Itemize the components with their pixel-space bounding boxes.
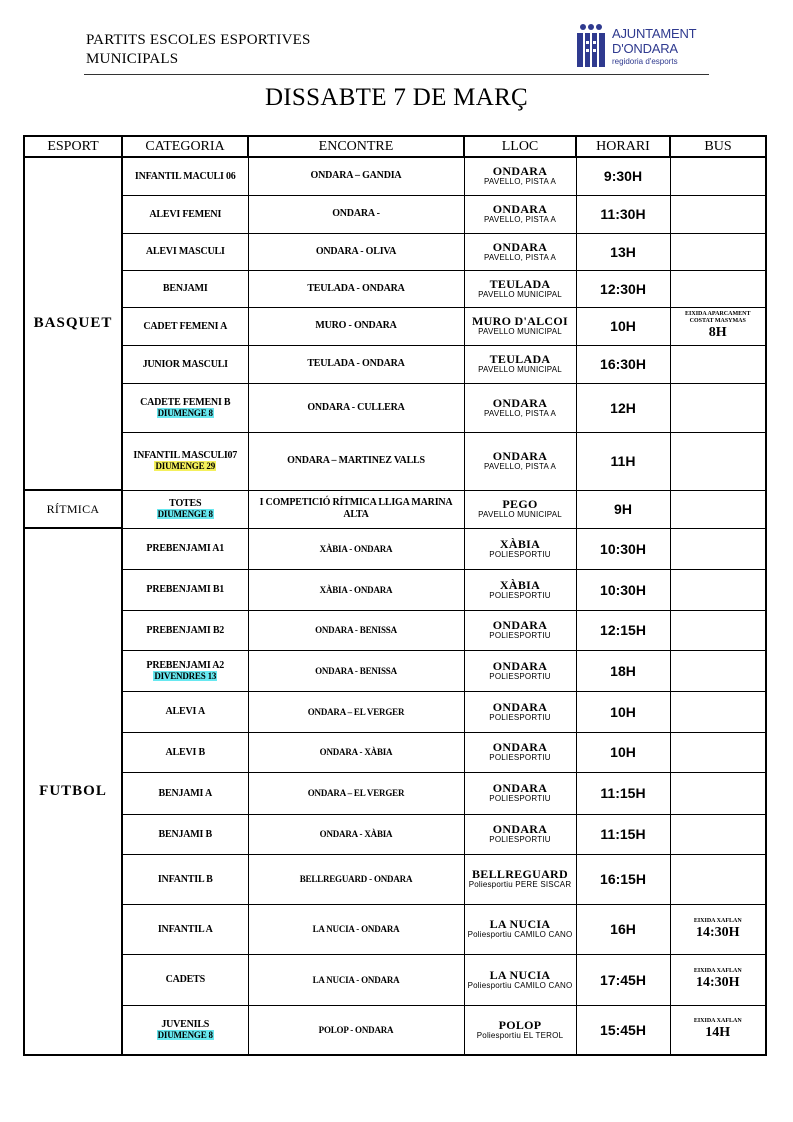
time-cell: 11:15H bbox=[576, 814, 670, 854]
venue-cell bbox=[464, 610, 576, 650]
table-row bbox=[24, 814, 766, 854]
time-cell: 16:15H bbox=[576, 854, 670, 904]
category-cell bbox=[122, 954, 248, 1005]
category-name: PREBENJAMI B2 bbox=[146, 624, 225, 636]
match-cell: ONDARA – MARTINEZ VALLS bbox=[248, 432, 464, 490]
match-cell: BELLREGUARD - ONDARA bbox=[248, 854, 464, 904]
venue-cell bbox=[464, 569, 576, 610]
sport-cell-ritmica: RÍTMICA bbox=[24, 490, 122, 528]
venue-name: ONDARA bbox=[492, 449, 548, 463]
match-cell: XÀBIA - ONDARA bbox=[248, 569, 464, 610]
venue-detail: POLIESPORTIU bbox=[489, 712, 551, 722]
venue-cell bbox=[464, 307, 576, 345]
venue-cell bbox=[464, 195, 576, 233]
match-cell: ONDARA – GANDIA bbox=[248, 157, 464, 195]
time-cell: 11H bbox=[576, 432, 670, 490]
time-cell: 17:45H bbox=[576, 954, 670, 1005]
category-name: INFANTIL MASCULI07 bbox=[133, 450, 238, 461]
bus-cell bbox=[670, 904, 766, 954]
venue-detail: PAVELLO, PISTA A bbox=[483, 177, 557, 187]
match-cell: ONDARA - XÀBIA bbox=[248, 814, 464, 854]
venue-detail: PAVELLO MUNICIPAL bbox=[478, 365, 562, 374]
category-cell bbox=[122, 1005, 248, 1055]
category-cell bbox=[122, 854, 248, 904]
bus-cell bbox=[670, 490, 766, 528]
match-cell: I COMPETICIÓ RÍTMICA LLIGA MARINA ALTA bbox=[248, 490, 464, 528]
venue-detail: Poliesportiu CAMILO CANO bbox=[467, 930, 573, 939]
page-title: DISSABTE 7 DE MARÇ bbox=[264, 84, 529, 111]
bus-departure-note: EIXIDA XAFLAN bbox=[693, 1018, 742, 1025]
venue-detail: PAVELLO MUNICIPAL bbox=[478, 289, 562, 299]
bus-departure-time: 14H bbox=[705, 1025, 731, 1041]
venue-name: ONDARA bbox=[492, 618, 548, 632]
venue-detail: PAVELLO MUNICIPAL bbox=[478, 327, 562, 336]
time-cell: 10H bbox=[576, 691, 670, 732]
venue-name: XÀBIA bbox=[499, 536, 541, 551]
venue-name: ONDARA bbox=[492, 740, 548, 754]
category-name: ALEVI B bbox=[165, 746, 205, 758]
table-row bbox=[24, 854, 766, 904]
header-divider bbox=[84, 74, 709, 75]
category-cell bbox=[122, 904, 248, 954]
date-note-badge: DIUMENGE 8 bbox=[157, 407, 213, 418]
category-name: PREBENJAMI B1 bbox=[146, 584, 225, 595]
table-row bbox=[24, 1005, 766, 1055]
table-row bbox=[24, 610, 766, 650]
category-name: INFANTIL A bbox=[157, 923, 213, 935]
match-cell: ONDARA - BENISSA bbox=[248, 610, 464, 650]
document-title-line1: PARTITS ESCOLES ESPORTIVES bbox=[86, 32, 311, 48]
venue-name: ONDARA bbox=[492, 781, 548, 795]
match-cell: ONDARA - XÀBIA bbox=[248, 732, 464, 772]
time-cell: 16H bbox=[576, 904, 670, 954]
category-cell bbox=[122, 383, 248, 432]
document-header bbox=[86, 31, 311, 69]
time-cell: 16:30H bbox=[576, 345, 670, 383]
date-note-badge: DIUMENGE 29 bbox=[155, 461, 216, 471]
venue-detail: PAVELLO, PISTA A bbox=[483, 408, 557, 418]
column-header-lloc: LLOC bbox=[464, 136, 576, 157]
date-note-badge: DIVENDRES 13 bbox=[154, 670, 217, 681]
category-cell bbox=[122, 610, 248, 650]
time-cell: 12:30H bbox=[576, 270, 670, 307]
category-name: CADET FEMENI A bbox=[143, 320, 228, 332]
venue-detail: POLIESPORTIU bbox=[489, 590, 551, 600]
column-header-categoria: CATEGORIA bbox=[122, 136, 248, 157]
match-cell: POLOP - ONDARA bbox=[248, 1005, 464, 1055]
venue-detail: POLIESPORTIU bbox=[489, 753, 551, 762]
category-cell bbox=[122, 307, 248, 345]
category-name: INFANTIL MACULI 06 bbox=[134, 170, 236, 182]
venue-name: TEULADA bbox=[489, 276, 551, 291]
bus-cell bbox=[670, 233, 766, 270]
time-cell: 11:15H bbox=[576, 772, 670, 814]
table-row bbox=[24, 650, 766, 691]
bus-departure-note: EIXIDA APARCAMENT COSTAT MASYMAS bbox=[685, 311, 751, 324]
venue-name: ONDARA bbox=[492, 164, 548, 179]
venue-cell bbox=[464, 650, 576, 691]
venue-detail: POLIESPORTIU bbox=[489, 631, 551, 640]
bus-cell bbox=[670, 432, 766, 490]
bus-cell bbox=[670, 195, 766, 233]
time-cell: 9:30H bbox=[576, 157, 670, 195]
table-row bbox=[24, 432, 766, 490]
category-cell bbox=[122, 195, 248, 233]
venue-cell bbox=[464, 814, 576, 854]
time-cell: 10:30H bbox=[576, 528, 670, 569]
venue-detail: POLIESPORTIU bbox=[489, 835, 551, 844]
time-cell: 18H bbox=[576, 650, 670, 691]
category-name: CADETE FEMENI B bbox=[140, 396, 231, 408]
category-cell bbox=[122, 772, 248, 814]
column-header-encontre: ENCONTRE bbox=[248, 136, 464, 157]
category-cell bbox=[122, 569, 248, 610]
time-cell: 11:30H bbox=[576, 195, 670, 233]
venue-cell bbox=[464, 904, 576, 954]
bus-cell bbox=[670, 650, 766, 691]
sport-cell-basquet: BASQUET bbox=[24, 157, 122, 490]
time-cell: 12H bbox=[576, 383, 670, 432]
venue-detail: POLIESPORTIU bbox=[489, 549, 551, 559]
match-cell: MURO - ONDARA bbox=[248, 307, 464, 345]
venue-detail: Poliesportiu CAMILO CANO bbox=[467, 980, 573, 990]
bus-cell bbox=[670, 345, 766, 383]
table-row bbox=[24, 691, 766, 732]
venue-name: BELLREGUARD bbox=[472, 867, 568, 881]
town-hall-emblem-icon bbox=[574, 23, 608, 69]
category-name: BENJAMI bbox=[162, 283, 208, 294]
category-cell bbox=[122, 814, 248, 854]
bus-departure-time: 8H bbox=[708, 325, 727, 340]
logo-line2: D'ONDARA bbox=[612, 41, 678, 56]
venue-detail: Poliesportiu EL TEROL bbox=[476, 1030, 564, 1040]
category-cell bbox=[122, 490, 248, 528]
match-cell: XÀBIA - ONDARA bbox=[248, 528, 464, 569]
table-row bbox=[24, 270, 766, 307]
match-cell: ONDARA – EL VERGER bbox=[248, 772, 464, 814]
category-name: JUNIOR MASCULI bbox=[142, 358, 228, 370]
venue-name: TEULADA bbox=[489, 352, 551, 366]
ajuntament-logo bbox=[574, 21, 724, 71]
bus-cell bbox=[670, 270, 766, 307]
table-row bbox=[24, 307, 766, 345]
venue-cell bbox=[464, 854, 576, 904]
venue-cell bbox=[464, 383, 576, 432]
bus-cell bbox=[670, 1005, 766, 1055]
match-cell: ONDARA - OLIVA bbox=[248, 233, 464, 270]
time-cell: 10H bbox=[576, 307, 670, 345]
bus-cell bbox=[670, 528, 766, 569]
bus-departure-note: EIXIDA XAFLAN bbox=[693, 917, 742, 924]
category-name: ALEVI MASCULI bbox=[145, 246, 225, 257]
venue-name: ONDARA bbox=[492, 395, 548, 410]
category-cell bbox=[122, 732, 248, 772]
match-cell: TEULADA - ONDARA bbox=[248, 270, 464, 307]
bus-departure-time: 14:30H bbox=[695, 924, 740, 940]
match-cell: ONDARA - bbox=[248, 195, 464, 233]
time-cell: 12:15H bbox=[576, 610, 670, 650]
bus-cell bbox=[670, 157, 766, 195]
venue-cell bbox=[464, 954, 576, 1005]
venue-cell bbox=[464, 490, 576, 528]
venue-detail: PAVELLO MUNICIPAL bbox=[478, 510, 562, 519]
venue-name: MURO D'ALCOI bbox=[472, 314, 568, 328]
category-cell bbox=[122, 157, 248, 195]
table-row bbox=[24, 732, 766, 772]
match-cell: LA NUCIA - ONDARA bbox=[248, 954, 464, 1005]
category-name: PREBENJAMI A1 bbox=[146, 543, 225, 554]
category-name: CADETS bbox=[165, 974, 205, 985]
venue-detail: Poliesportiu PERE SISCAR bbox=[468, 880, 572, 889]
table-row bbox=[24, 490, 766, 528]
venue-name: LA NUCIA bbox=[489, 917, 551, 931]
bus-cell bbox=[670, 732, 766, 772]
table-row bbox=[24, 569, 766, 610]
venue-cell bbox=[464, 732, 576, 772]
sport-cell-futbol: FUTBOL bbox=[24, 528, 122, 1055]
category-name: JUVENILS bbox=[161, 1018, 210, 1030]
venue-cell bbox=[464, 432, 576, 490]
venue-detail: PAVELLO, PISTA A bbox=[483, 252, 557, 262]
category-cell bbox=[122, 345, 248, 383]
time-cell: 9H bbox=[576, 490, 670, 528]
venue-cell bbox=[464, 772, 576, 814]
category-cell bbox=[122, 270, 248, 307]
table-row bbox=[24, 233, 766, 270]
match-cell: ONDARA - CULLERA bbox=[248, 383, 464, 432]
category-name: INFANTIL B bbox=[157, 873, 213, 885]
venue-cell bbox=[464, 345, 576, 383]
category-name: BENJAMI A bbox=[158, 787, 212, 799]
venue-name: ONDARA bbox=[492, 822, 548, 836]
logo-line1: AJUNTAMENT bbox=[612, 26, 697, 41]
venue-name: XÀBIA bbox=[499, 577, 541, 592]
venue-cell bbox=[464, 233, 576, 270]
category-cell bbox=[122, 650, 248, 691]
category-cell bbox=[122, 432, 248, 490]
table-row bbox=[24, 954, 766, 1005]
time-cell: 15:45H bbox=[576, 1005, 670, 1055]
venue-cell bbox=[464, 1005, 576, 1055]
category-cell bbox=[122, 691, 248, 732]
date-note-badge: DIUMENGE 8 bbox=[157, 509, 213, 519]
venue-detail: POLIESPORTIU bbox=[489, 671, 551, 681]
table-row bbox=[24, 345, 766, 383]
time-cell: 10H bbox=[576, 732, 670, 772]
venue-name: ONDARA bbox=[492, 658, 548, 673]
venue-detail: PAVELLO, PISTA A bbox=[483, 215, 557, 224]
table-row bbox=[24, 904, 766, 954]
venue-name: ONDARA bbox=[492, 202, 548, 216]
match-cell: TEULADA - ONDARA bbox=[248, 345, 464, 383]
table-row bbox=[24, 157, 766, 195]
column-header-esport: ESPORT bbox=[24, 136, 122, 157]
venue-name: POLOP bbox=[498, 1017, 542, 1032]
time-cell: 13H bbox=[576, 233, 670, 270]
bus-cell bbox=[670, 383, 766, 432]
venue-name: ONDARA bbox=[492, 239, 548, 254]
category-name: PREBENJAMI A2 bbox=[146, 659, 225, 671]
table-row bbox=[24, 528, 766, 569]
bus-cell bbox=[670, 954, 766, 1005]
bus-cell bbox=[670, 691, 766, 732]
schedule-table bbox=[23, 135, 767, 1056]
time-cell: 10:30H bbox=[576, 569, 670, 610]
match-cell: ONDARA – EL VERGER bbox=[248, 691, 464, 732]
category-cell bbox=[122, 528, 248, 569]
category-name: ALEVI FEMENI bbox=[149, 208, 222, 220]
category-name: ALEVI A bbox=[165, 706, 205, 717]
venue-detail: PAVELLO, PISTA A bbox=[483, 462, 557, 471]
logo-line3: regidoria d'esports bbox=[612, 57, 678, 66]
match-cell: ONDARA - BENISSA bbox=[248, 650, 464, 691]
table-row bbox=[24, 772, 766, 814]
venue-name: PEGO bbox=[502, 497, 538, 511]
venue-cell bbox=[464, 157, 576, 195]
table-row bbox=[24, 383, 766, 432]
bus-cell bbox=[670, 569, 766, 610]
date-note-badge: DIUMENGE 8 bbox=[157, 1029, 213, 1040]
category-name: TOTES bbox=[169, 498, 202, 509]
venue-detail: POLIESPORTIU bbox=[489, 794, 551, 803]
table-header-row bbox=[24, 136, 766, 157]
column-header-horari: HORARI bbox=[576, 136, 670, 157]
document-title-line2: MUNICIPALS bbox=[86, 51, 179, 67]
venue-cell bbox=[464, 270, 576, 307]
bus-departure-note: EIXIDA XAFLAN bbox=[693, 968, 742, 974]
venue-cell bbox=[464, 691, 576, 732]
column-header-bus: BUS bbox=[670, 136, 766, 157]
category-cell bbox=[122, 233, 248, 270]
bus-cell bbox=[670, 610, 766, 650]
venue-name: LA NUCIA bbox=[489, 967, 551, 982]
match-cell: LA NUCIA - ONDARA bbox=[248, 904, 464, 954]
bus-departure-time: 14:30H bbox=[695, 975, 740, 990]
bus-cell bbox=[670, 814, 766, 854]
category-name: BENJAMI B bbox=[158, 828, 212, 840]
table-row bbox=[24, 195, 766, 233]
venue-name: ONDARA bbox=[492, 699, 548, 714]
bus-cell bbox=[670, 772, 766, 814]
bus-cell bbox=[670, 307, 766, 345]
bus-cell bbox=[670, 854, 766, 904]
venue-cell bbox=[464, 528, 576, 569]
